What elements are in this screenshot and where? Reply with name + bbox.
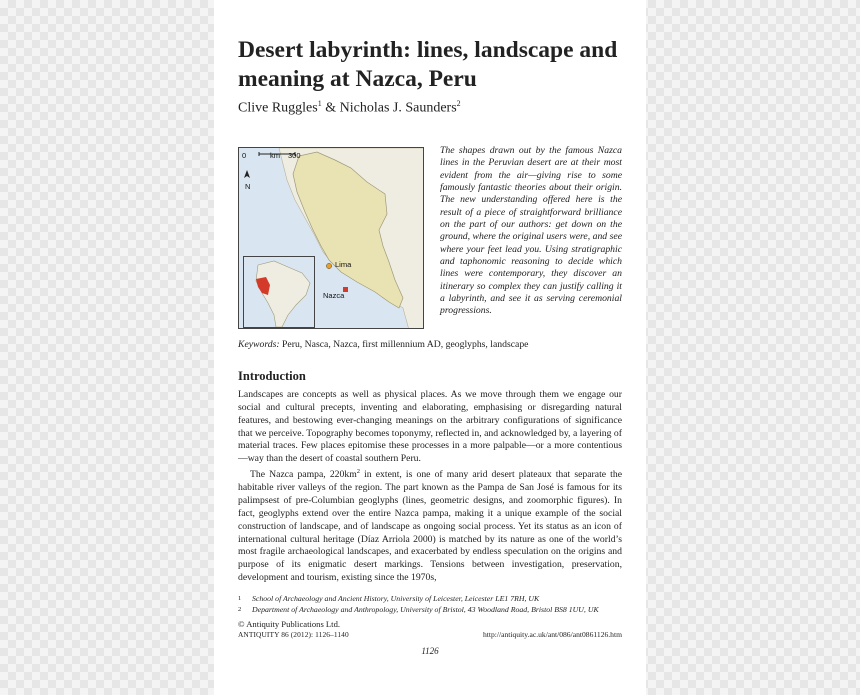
page-number: 1126 (421, 646, 439, 656)
keywords-label: Keywords: (238, 339, 280, 350)
lima-marker (326, 263, 331, 268)
peru-location-map (238, 147, 424, 329)
footnotes (238, 593, 622, 615)
footnote-number: 2 (238, 606, 242, 613)
author-2-affiliation-mark: 2 (456, 99, 461, 108)
lima-label: Lima (335, 260, 352, 269)
article-abstract: The shapes drawn out by the famous Nazca lines in the Peruvian desert are at their most evident from the air—giving rise to some famously fantastic theories about their origin. The new understanding offered here is the result of a piece of straightforward brilliance on the part of our authors: get down on the ground, where the original users were, and see where your feet lead you. Using stratigraphic and taphonomic reasoning to decide which lines were contemporary, they discover an itinerary so complex they can justify calling it a labyrinth, and see it as serving ceremonial progressions. (440, 145, 622, 317)
footnote-2 (238, 604, 622, 615)
south-america-drawing (244, 257, 315, 328)
author-separator: & (321, 100, 340, 116)
introduction-body (238, 389, 622, 585)
paragraph-2 (238, 466, 622, 585)
paragraph-2-start: The Nazca pampa, 220km (250, 469, 357, 481)
author-2: Nicholas J. Saunders (339, 100, 457, 116)
squared-superscript: 2 (356, 468, 360, 476)
article-title: Desert labyrinth: lines, landscape and meaning at Nazca, Peru (238, 37, 618, 92)
south-america-inset-map (243, 256, 315, 328)
scale-label-unit: km (270, 151, 280, 160)
footnote-text: Department of Archaeology and Anthropology, University of Bristol, 43 Woodland Road, Bristol BS8 1UU, UK (252, 605, 599, 614)
author-1-affiliation-mark: 1 (317, 99, 322, 108)
south-america-land (256, 261, 310, 327)
section-heading-introduction: Introduction (238, 369, 306, 383)
nazca-label: Nazca (323, 291, 345, 300)
paragraph-1: Landscapes are concepts as well as physical places. As we move through them we engage our social and cultural precepts, inventing and elaborating, emphasising or disregarding natural features, and bestowing ever-changing meanings on the arbitrary configurations of significance that we perceive. Topography becomes toponymy, reflected in, and acknowledged by, a layering of material traces. Few places epitomise these processes in a more palpable—or a more contentious—way than the desert of coastal southern Peru. (238, 389, 622, 465)
author-line (238, 99, 461, 117)
footnote-text: School of Archaeology and Ancient History, University of Leicester, Leicester LE1 7RH, UK (252, 594, 540, 603)
north-label: N (245, 182, 251, 191)
scale-label-max: 300 (288, 151, 301, 160)
copyright-notice: © Antiquity Publications Ltd. (238, 619, 341, 629)
footnote-number: 1 (238, 595, 242, 602)
journal-citation: ANTIQUITY 86 (2012): 1126–1140 (238, 630, 349, 639)
scale-label-zero: 0 (242, 151, 247, 160)
paragraph-2-rest: in extent, is one of many arid desert plateaux that separate the habitable river valleys of the region. The part known as the Pampa de San José is famous for its palimpsest of pre-Columbian geoglyphs (lines, geometric designs, and zoomorphic figures). In fact, geoglyphs extend over the entire Nazca pampa, making it a unique example of the social construction of landscape, and of landscape as ongoing social process. Yet its status as an icon of international cultural heritage (Díaz Arriola 2000) is matched by its nature as one of the world’s most fragile archaeological landscapes, and exacerbated by endless speculation on the origins and purpose of its enigmatic desert markings. Tensions between investigation, preservation, development and tourism, existing since the 1970s, (238, 469, 622, 584)
keywords-line (238, 339, 528, 350)
article-url[interactable]: http://antiquity.ac.uk/ant/086/ant0861126.htm (482, 630, 622, 639)
keywords-list: Peru, Nasca, Nazca, first millennium AD, geoglyphs, landscape (279, 339, 529, 350)
author-1: Clive Ruggles (238, 100, 318, 116)
footnote-1 (238, 593, 622, 604)
